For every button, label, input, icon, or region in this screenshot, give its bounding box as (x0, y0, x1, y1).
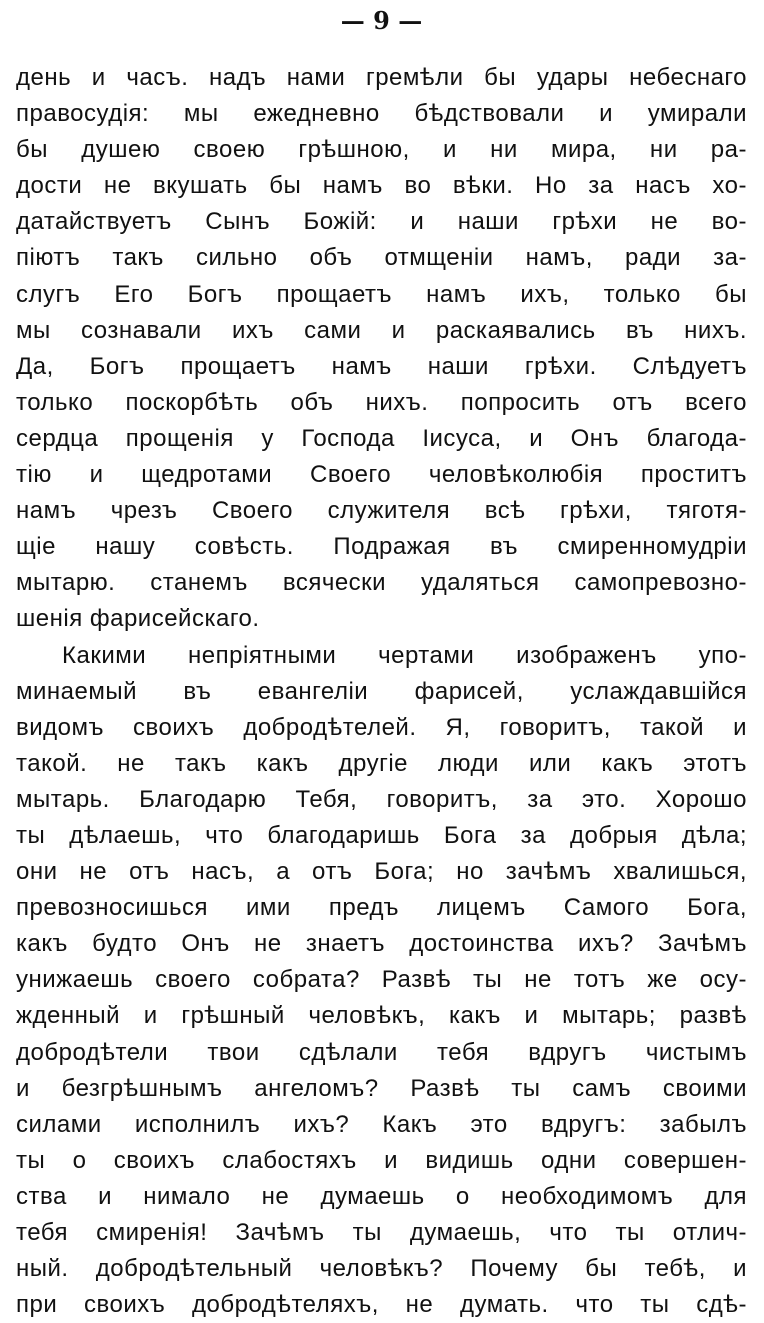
text-line: Какими непріятными чертами изображенъ упо- (16, 638, 747, 674)
body-text (16, 60, 747, 1323)
text-line: ный. добродѣтельный человѣкъ? Почему бы тебѣ, и (16, 1251, 747, 1287)
text-line: мытарю. станемъ всячески удаляться самопревозно- (16, 565, 747, 601)
text-line: тебя смиренія! Зачѣмъ ты думаешь, что ты отлич- (16, 1215, 747, 1251)
text-line: датайствуетъ Сынъ Божій: и наши грѣхи не во- (16, 204, 747, 240)
text-line: и безгрѣшнымъ ангеломъ? Развѣ ты самъ своими (16, 1071, 747, 1107)
text-line: піютъ такъ сильно объ отмщеніи намъ, ради за- (16, 240, 747, 276)
text-line: Да, Богъ прощаетъ намъ наши грѣхи. Слѣдуетъ (16, 349, 747, 385)
text-line: превозносишься ими предъ лицемъ Самого Бога, (16, 890, 747, 926)
text-line: слугъ Его Богъ прощаетъ намъ ихъ, только бы (16, 277, 747, 313)
text-line: сердца прощенія у Господа Іисуса, и Онъ благода- (16, 421, 747, 457)
text-line: тію и щедротами Своего человѣколюбія проститъ (16, 457, 747, 493)
text-line: намъ чрезъ Своего служителя всѣ грѣхи, тяготя- (16, 493, 747, 529)
text-line: унижаешь своего собрата? Развѣ ты не тотъ же осу- (16, 962, 747, 998)
text-line: силами исполнилъ ихъ? Какъ это вдругъ: забылъ (16, 1107, 747, 1143)
text-line: дости не вкушать бы намъ во вѣки. Но за насъ хо- (16, 168, 747, 204)
text-line: день и часъ. надъ нами гремѣли бы удары небеснаго (16, 60, 747, 96)
text-line: какъ будто Онъ не знаетъ достоинства ихъ? Зачѣмъ (16, 926, 747, 962)
text-line: минаемый въ евангеліи фарисей, услаждавшійся (16, 674, 747, 710)
text-line: мы сознавали ихъ сами и раскаявались въ нихъ. (16, 313, 747, 349)
text-line: при своихъ добродѣтеляхъ, не думать. что ты сдѣ- (16, 1287, 747, 1323)
paragraph-2 (16, 638, 747, 1323)
text-line: ты о своихъ слабостяхъ и видишь одни совершен- (16, 1143, 747, 1179)
text-line: ты дѣлаешь, что благодаришь Бога за добрыя дѣла; (16, 818, 747, 854)
paragraph-1 (16, 60, 747, 638)
text-line: шенія фарисейскаго. (16, 601, 747, 637)
text-line: бы душею своею грѣшною, и ни мира, ни ра- (16, 132, 747, 168)
text-line: они не отъ насъ, а отъ Бога; но зачѣмъ хвалишься, (16, 854, 747, 890)
text-line: добродѣтели твои сдѣлали тебя вдругъ чистымъ (16, 1035, 747, 1071)
text-line: жденный и грѣшный человѣкъ, какъ и мытарь; развѣ (16, 998, 747, 1034)
page-number: — 9 — (16, 6, 747, 36)
text-line: мытарь. Благодарю Тебя, говоритъ, за это. Хорошо (16, 782, 747, 818)
text-line: только поскорбѣть объ нихъ. попросить отъ всего (16, 385, 747, 421)
text-line: видомъ своихъ добродѣтелей. Я, говоритъ, такой и (16, 710, 747, 746)
text-line: такой. не такъ какъ другіе люди или какъ этотъ (16, 746, 747, 782)
text-line: правосудія: мы ежедневно бѣдствовали и умирали (16, 96, 747, 132)
text-line: ства и нимало не думаешь о необходимомъ для (16, 1179, 747, 1215)
text-line: щіе нашу совѣсть. Подражая въ смиренномудріи (16, 529, 747, 565)
book-page (16, 0, 747, 1164)
